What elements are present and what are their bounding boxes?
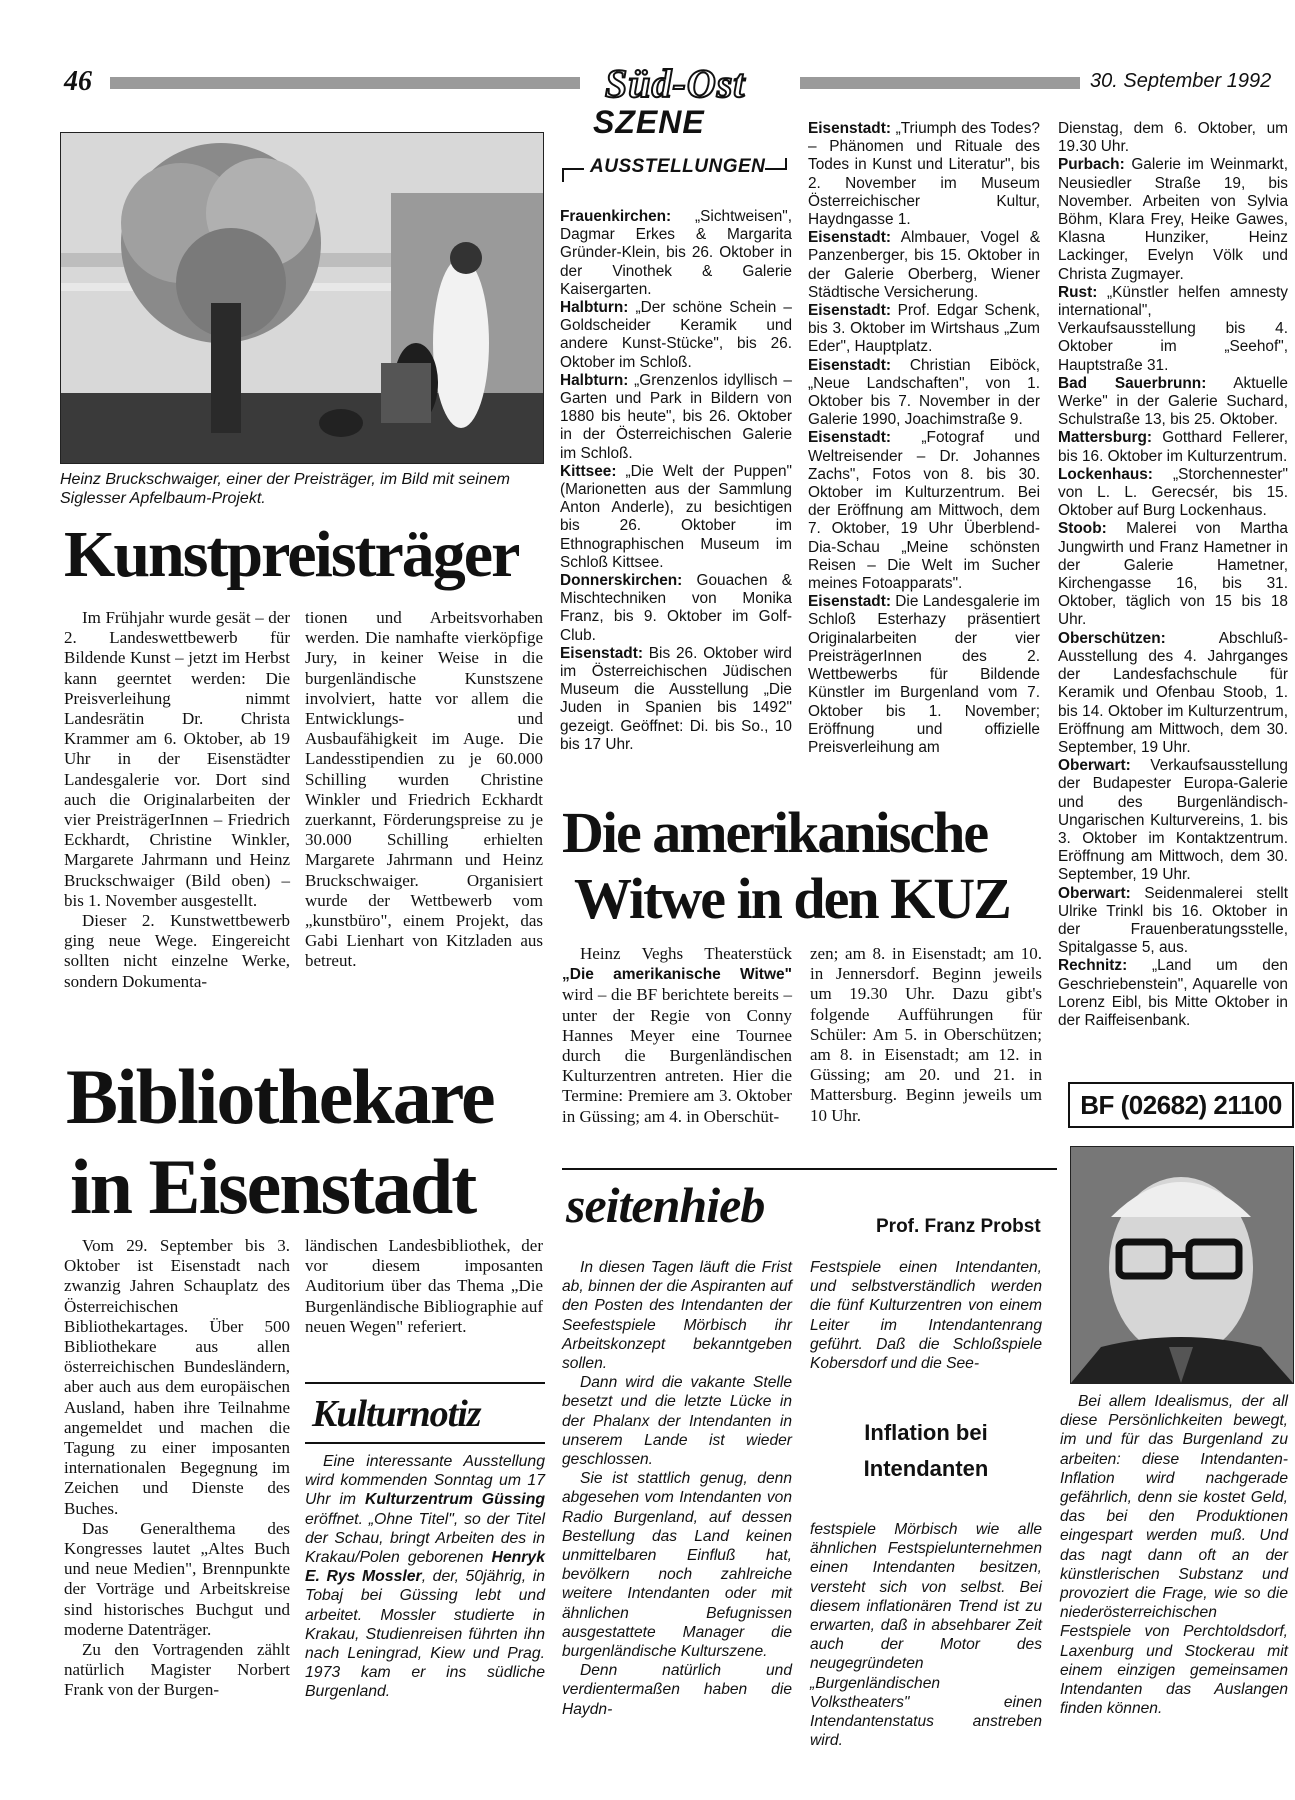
bibliothekare-col1-para2: Das Generalthema des Kongresses lautet „Altes Buch und neue Medien", Brennpunkte der Vorträge und Arbeitskreise sind historisches Buchgut und moderne Datenträger. [64,1518,290,1639]
listing-place: Oberwart: [1058,884,1131,902]
header-rule-left [110,77,580,89]
bibliothekare-col1 [64,1236,290,1701]
bibliothekare-headline-line2: in Eisenstadt [70,1143,476,1230]
logo-bottom-text: SZENE [593,104,705,140]
apfelbaum-photo [60,132,544,464]
bibliothekare-col1-para1: Vom 29. September bis 3. Oktober ist Eisenstadt nach zwanzig Jahren Schauplatz des Österreichischen Bibliothekartages. Über 500 Bibliothekare aus allen österreichischen Bundesländern, aber auch aus dem europäischen Ausland, haben ihre Teilnahme angemeldet und machen die Tagung zu einer imposanten internationalen Begegnung im Zeichen und Dienste des Buches. [64,1236,290,1518]
apfelbaum-photo-caption: Heinz Bruckschwaiger, einer der Preisträger, im Bild mit seinem Siglesser Apfelbaum-Projekt. [60,471,510,507]
listing-item [1058,885,1288,958]
bibliothekare-col2-para: ländischen Landesbibliothek, der vor diesem imposanten Auditorium über das Thema „Die Burgenländische Bibliographie auf neuen Wegen" referiert. [305,1236,543,1336]
listing-item [560,463,792,572]
seitenhieb-col1-para3: Sie ist stattlich genug, denn abgesehen vom Intendanten von Radio Burgenland, auf dessen Bestellung das Land keinen unmittelbaren Einfluß hat, bevölkern noch zahlreiche weitere Intendanten oder mit ähnlichen Befugnissen ausgestattete Manager die burgenländische Kulturszene. [562,1470,792,1661]
listing-item [808,302,1040,357]
apfelbaum-photo-art [61,133,543,463]
portrait-photo [1070,1146,1294,1384]
seitenhieb-col2a [810,1258,1042,1373]
listing-item [1058,957,1288,1030]
kunstpreistraeger-col2 [305,608,543,972]
kunstpreistraeger-col1 [64,608,290,992]
seitenhieb-col2b [810,1520,1042,1750]
listing-place: Mattersburg: [1058,429,1153,447]
listing-item [1058,466,1288,521]
listing-place: Frauenkirchen: [560,208,672,225]
listing-place: Kittsee: [560,462,617,480]
listing-item [560,572,792,645]
witwe-col1-para [562,944,792,1127]
seitenhieb-col1-para2: Dann wird die vakante Stelle besetzt und die letzte Lücke in der Phalanx der Intendanten in unserem Lande ist wieder geschlossen. [562,1374,792,1469]
listing-place: Oberschützen: [1058,629,1166,647]
section-rule-tick-left [562,168,564,182]
listing-place: Halbturn: [560,371,629,389]
listing-place: Stoob: [1058,520,1107,538]
listing-text: Abschluß-Ausstellung des 4. Jahrganges der Landesfachschule für Keramik und Ofenbau Stoob, 1. bis 14. Oktober im Kulturzentrum, Eröffnung am Mittwoch, dem 30. September, 19 Uhr. [1058,629,1288,756]
kunstpreistraeger-col1-para2: Dieser 2. Kunstwettbewerb ging neue Wege. Eingereicht sollten nicht einzelne Werke, sondern Dokumenta- [64,911,290,991]
section-rule-left [562,168,584,170]
listing-text: „Land um den Geschriebenstein", Aquarelle von Lorenz Eibl, bis Mitte Oktober in der Raiffeisenbank. [1058,957,1288,1029]
listings-col3 [1058,120,1288,1030]
listing-text: Almbauer, Vogel & Panzenberger, bis 15. Oktober in der Galerie Oberberg, Wiener Städtische Versicherung. [808,229,1040,301]
listing-place: Halbturn: [560,299,629,317]
seitenhieb-col3-para: Bei allem Idealismus, der all diese Persönlichkeiten bewegt, im und für das Burgenland zu arbeiten: diese Intendanten-Inflation wird nachgerade gefährlich, denn sie kostet Geld, das bei den Produktionen eingespart werden muß. Und das nagt dann oft an der künstlerischen Substanz und provoziert die Frage, wie so die niederösterreichischen Festspiele von Perchtoldsdorf, Laxenburg und Stockerau mit einem einzigen gemeinsamen Intendanten das Auslangen finden können. [1060,1393,1288,1718]
bibliothekare-headline-line1: Bibliothekare [66,1053,494,1140]
listing-text: „Grenzenlos idyllisch – Garten und Park in Bildern von 1880 bis heute", bis 26. Oktober in der Österreichischen Galerie im Schloß. [560,371,792,462]
seitenhieb-subhead-line2: Intendanten [863,1456,989,1481]
listing-item [560,372,792,463]
section-rule-tick-right [785,158,787,170]
seitenhieb-col2a-para: Festspiele einen Intendanten, und selbstverständlich werden die fünf Kulturzentren von einem Leiter im Intendantenrang geführt. Daß die Schloßspiele Kobersdorf und die See- [810,1259,1042,1373]
listing-item [560,645,792,754]
listing-text: Verkaufsausstellung der Budapester Europa-Galerie und des Burgenländisch-Ungarischen Kulturvereins, 1. bis 3. Oktober im Kontaktzentrum. Eröffnung am Mittwoch, dem 30. September, 19 Uhr. [1058,757,1288,884]
listing-item [1058,120,1288,156]
witwe-col2-para: zen; am 8. in Eisenstadt; am 10. in Jennersdorf. Beginn jeweils um 19.30 Uhr. Dazu gibt's folgende Aufführungen für Schüler: Am 5. in Oberschützen; am 8. in Eisenstadt; am 12. in Güssing; am 20. und 21. in Mattersburg. Beginn jeweils um 10 Uhr. [810,944,1042,1125]
listing-item [1058,429,1288,465]
kulturnotiz-text2: eröffnet. „Ohne Titel", so der Titel der Schau, bringt Arbeiten des in Krakau/Polen geborenen [305,1510,545,1567]
listings-col1 [560,208,792,754]
listing-text: „Künstler helfen amnesty international", Verkaufsausstellung bis 4. Oktober im „Seehof", Hauptstraße 31. [1058,283,1288,374]
listing-place: Oberwart: [1058,757,1131,775]
witwe-bold1: „Die amerikanische Witwe" [562,966,792,984]
kulturnotiz-bold1: Kulturzentrum Güssing [364,1491,545,1509]
listing-item [1058,630,1288,757]
kunstpreistraeger-col1-para1: Im Frühjahr wurde gesät – der 2. Landeswettbewerb für Bildende Kunst – jetzt im Herbst kann geerntet werden: Die Preisverleihung nimmt Landesrätin Dr. Christa Krammer am 6. Oktober, ab 19 Uhr in der Eisenstädter Landesgalerie vor. Dort sind auch die Originalarbeiten der vier PreisträgerInnen – Friedrich Eckhardt, Christine Winkler, Margarete Jahrmann und Heinz Bruckschwaiger (Bild oben) – bis 1. November ausgestellt. [64,608,290,910]
listing-text: „Storchennester" von L. L. Gerecsér, bis 15. Oktober auf Burg Lockenhaus. [1058,465,1288,520]
kulturnotiz-rule [305,1442,545,1444]
witwe-col1 [562,944,792,1127]
listing-text: Dienstag, dem 6. Oktober, um 19.30 Uhr. [1058,120,1288,156]
kulturnotiz-bold2: Henryk E. Rys Mossler [305,1549,545,1586]
listing-place: Bad Sauerbrunn: [1058,374,1207,392]
listing-item [808,120,1040,229]
listing-item [1058,520,1288,629]
listing-text: Christian Eiböck, „Neue Landschaften", von 1. Oktober bis 7. November in der Galerie 1990, Joachimstraße 9. [808,356,1040,429]
section-rule-right [765,168,787,170]
listing-place: Purbach: [1058,156,1125,174]
kulturnotiz-text1: Eine interessante Ausstellung wird kommenden Sonntag um 17 Uhr im [305,1453,545,1509]
witwe-headline-line1: Die amerikanische [562,800,988,865]
seitenhieb-col1-para1: In diesen Tagen läuft die Frist ab, binnen der die Aspiranten auf den Posten des Intendanten der Seefestspiele Mörbisch ihr Arbeitskonzept bekanntgeben sollen. [562,1259,792,1373]
bibliothekare-col2 [305,1236,543,1337]
listing-text: „Fotograf und Weltreisender – Dr. Johannes Zachs", Fotos von 8. bis 30. Oktober im Kulturzentrum. Bei der Eröffnung am Mittwoch, dem 7. Oktober, 19 Uhr Überblend-Dia-Schau „Meine schönsten Reisen – Die Welt im Sucher meines Fotoapparats". [808,429,1040,593]
witwe-headline-line2: Witwe in den KUZ [574,866,1010,931]
seitenhieb-subhead-line1: Inflation bei [864,1420,988,1445]
page-number: 46 [64,66,92,97]
sued-ost-szene-logo [585,60,800,146]
listing-place: Eisenstadt: [560,644,643,662]
listing-text: Die Landesgalerie im Schloß Esterhazy präsentiert Originalarbeiten der vier PreisträgerInnen des 2. Wettbewerbs für Bildende Künstler im Burgenland vom 7. Oktober bis 1. November; Eröffnung und offizielle Preisverleihung am [808,593,1040,756]
kulturnotiz-para [305,1452,545,1702]
listing-item [1058,156,1288,283]
listing-item [808,357,1040,430]
listing-text: „Die Welt der Puppen" (Marionetten aus der Sammlung Anton Anderle), zu besichtigen bis 26. Oktober im Ethnographischen Museum im Schloß Kittsee. [560,462,792,571]
kunstpreistraeger-col2-para: tionen und Arbeitsvorhaben werden. Die namhafte vierköpfige Jury, in keiner Weise in die burgenländische Kunstszene involviert, hatte vor allem die Entwicklungs- und Ausbaufähigkeit im Auge. Die Landesstipendien zu je 60.000 Schilling wurden Christine Winkler und Friedrich Eckhardt zuerkannt, Förderungspreise zu je 30.000 Schilling erhielten Margarete Jahrmann und Heinz Bruckschwaiger. Organisiert wurde der Wettbewerb vom „kunstbüro", einem Projekt, das Gabi Lienhart von Kitzladen aus betreut. [305,608,543,971]
listing-text: „Sichtweisen", Dagmar Erkes & Margarita Gründer-Klein, bis 26. Oktober in der Vinothek & Galerie Kaisergarten. [560,208,792,298]
listing-text: Bis 26. Oktober wird im Österreichischen Jüdischen Museum die Ausstellung „Die Juden in Spanien bis 1492" gezeigt. Geöffnet: Di. bis So., 10 bis 17 Uhr. [560,644,792,753]
listing-text: Seidenmalerei stellt Ulrike Trinkl bis 16. Oktober in der Frauenberatungsstelle, Spitalgasse 5, aus. [1058,884,1288,957]
portrait-photo-art [1071,1147,1293,1383]
listing-item [1058,757,1288,884]
kulturnotiz-text3: , der, 50jährig, in Tobaj bei Güssing lebt und arbeitet. Mossler studierte in Krakau, Studienreisen führten ihn nach Leningrad, Kiew und Prag. 1973 kam er ins südliche Burgenland. [305,1568,546,1701]
seitenhieb-title: seitenhieb [566,1177,765,1233]
listing-item [560,208,792,299]
listing-place: Eisenstadt: [808,302,891,320]
listing-item [560,299,792,372]
logo-top-text: Süd-Ost [605,61,746,106]
kulturnotiz-body [305,1452,545,1702]
listing-place: Eisenstadt: [808,593,891,611]
seitenhieb-col1-para4: Denn natürlich und verdientermaßen haben die Haydn- [562,1662,792,1718]
seitenhieb-col1 [562,1258,792,1719]
listing-place: Eisenstadt: [808,229,891,247]
listing-place: Donnerskirchen: [560,572,683,590]
listing-text: Gouachen & Mischtechniken von Monika Franz, bis 9. Oktober im Golf-Club. [560,572,792,644]
listing-text: Gotthard Fellerer, bis 16. Oktober im Kulturzentrum. [1058,429,1288,465]
listing-place: Eisenstadt: [808,120,891,137]
listing-place: Lockenhaus: [1058,465,1153,483]
section-label: AUSSTELLUNGEN [590,156,766,177]
listings-col2 [808,120,1040,757]
listing-place: Eisenstadt: [808,429,891,447]
listing-text: Malerei von Martha Jungwirth und Franz Hametner in der Galerie Hametner, Kirchengasse 16, bis 31. Oktober, täglich von 15 bis 18 Uhr. [1058,520,1288,629]
listing-text: „Der schöne Schein – Goldscheider Keramik und andere Kunst-Stücke", bis 26. Oktober im Schloß. [560,299,792,371]
listing-item [808,593,1040,757]
listing-place: Rust: [1058,283,1098,301]
listing-item [808,429,1040,593]
listing-text: „Triumph des Todes? – Phänomen und Rituale des Todes in Kunst und Literatur", bis 2. November im Museum Österreichischer Kultur, Haydngasse 1. [808,120,1040,229]
seitenhieb-col3 [1060,1392,1288,1718]
kulturnotiz-heading: Kulturnotiz [312,1393,481,1435]
seitenhieb-rule [562,1168,1057,1170]
kulturnotiz-box [305,1382,545,1390]
header-date: 30. September 1992 [1090,70,1272,92]
listing-place: Eisenstadt: [808,356,891,374]
listing-item [1058,284,1288,375]
listing-item [808,229,1040,302]
header-rule-right [800,77,1080,89]
kunstpreistraeger-headline: Kunstpreisträger [64,518,519,591]
seitenhieb-author: Prof. Franz Probst [876,1216,1041,1237]
listing-item [1058,375,1288,430]
witwe-text1: Heinz Veghs Theaterstück [580,944,792,963]
listing-text: Prof. Edgar Schenk, bis 3. Oktober im Wirtshaus „Zum Eder", Hauptplatz. [808,302,1040,356]
bibliothekare-col1-para3: Zu den Vortragenden zählt natürlich Magister Norbert Frank von der Burgen- [64,1640,290,1700]
listing-text: Aktuelle Werke" in der Galerie Suchard, Schulstraße 13, bis 25. Oktober. [1058,374,1288,429]
listing-place: Rechnitz: [1058,957,1128,975]
witwe-text2: wird – die BF berichtete bereits – unter der Regie von Conny Hannes Meyer eine Tournee durch die Burgenländischen Kulturzentren antreten. Hier die Termine: Premiere am 3. Oktober in Güssing; am 4. in Oberschüt- [562,985,792,1126]
listing-text: Galerie im Weinmarkt, Neusiedler Straße 19, bis November. Arbeiten von Sylvia Böhm, Klara Frey, Heike Gawes, Klasna Hunziker, Heinz Lackinger, Evelyn Völk und Christa Zugmayer. [1058,156,1288,283]
witwe-col2 [810,944,1042,1126]
bf-phone-box: BF (02682) 21100 [1068,1082,1294,1128]
seitenhieb-col2b-para: festspiele Mörbisch wie alle ähnlichen Festspielunternehmen einen Intendanten besitzen, versteht sich von selbst. Bei diesem inflationären Trend ist zu erwarten, daß in absehbarer Zeit auch der Motor des neugegründeten „Burgenländischen Volkstheaters" einen Intendantenstatus anstreben wird. [810,1521,1042,1750]
